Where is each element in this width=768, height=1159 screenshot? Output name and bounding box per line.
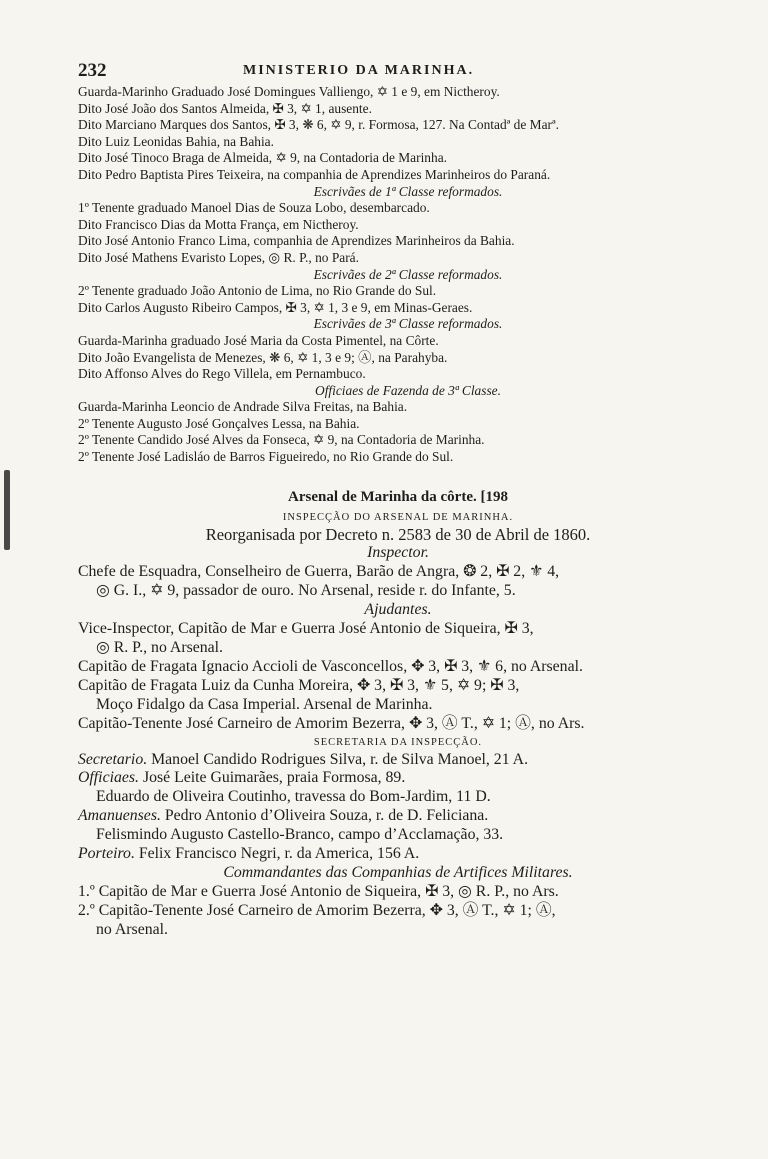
reformed-officers-section [78,84,718,466]
officer-entry: 2º Tenente Augusto José Gonçalves Lessa, na Bahia. [78,415,360,431]
secretaria-heading: SECRETARIA DA INSPECÇÃO. [313,736,483,748]
officer-entry: Dito José João dos Santos Almeida, ✠ 3, ✡ 1, ausente. [78,100,372,116]
scan-ink-mark [4,470,10,550]
commandante-entry: 2.º Capitão-Tenente José Carneiro de Amorim Bezerra, ✥ 3, Ⓐ T., ✡ 1; Ⓐ, [78,901,556,919]
officer-entry: Dito José Tinoco Braga de Almeida, ✡ 9, na Contadoria de Marinha. [78,150,447,166]
ajudante-entry: Capitão-Tenente José Carneiro de Amorim Bezerra, ✥ 3, Ⓐ T., ✡ 1; Ⓐ, no Ars. [78,714,585,732]
decree-line: Reorganisada por Decreto n. 2583 de 30 de Abril de 1860. [205,524,591,544]
running-title: MINISTERIO DA MARINHA. [243,63,475,78]
commandante-entry: 1.º Capitão de Mar e Guerra José Antonio de Siqueira, ✠ 3, ◎ R. P., no Ars. [78,882,559,900]
secretario-label: Secretario. [78,750,148,768]
officer-entry: Dito José Antonio Franco Lima, companhia de Aprendizes Marinheiros da Bahia. [78,233,515,249]
category-heading: Escrivães de 1ª Classe reformados. [313,183,503,199]
officer-entry: 1º Tenente graduado Manoel Dias de Souza Lobo, desembarcado. [78,200,430,216]
officer-entry: Guarda-Marinha graduado José Maria da Costa Pimentel, na Côrte. [78,332,439,348]
category-heading: Officiaes de Fazenda de 3ª Classe. [315,382,501,398]
officer-entry: Dito Carlos Augusto Ribeiro Campos, ✠ 3, ✡ 1, 3 e 9, em Minas-Geraes. [78,299,473,315]
book-page [78,60,718,940]
commandante-entry: no Arsenal. [96,920,168,938]
amanuenses-line [78,807,718,826]
officer-entry: Dito Affonso Alves do Rego Villela, em Pernambuco. [78,366,366,382]
porteiro-text: Felix Francisco Negri, r. da America, 156 A. [138,845,420,863]
ajudante-entry: ◎ R. P., no Arsenal. [96,639,223,656]
officiaes-label: Officiaes. [78,769,139,787]
officer-entry: Guarda-Marinho Graduado José Domingues Valliengo, ✡ 1 e 9, em Nictheroy. [78,84,500,99]
ajudante-entry: Vice-Inspector, Capitão de Mar e Guerra José Antonio de Siqueira, ✠ 3, [78,620,534,638]
ajudante-entry: Moço Fidalgo da Casa Imperial. Arsenal de Marinha. [96,695,433,713]
officer-entry: Dito Luiz Leonidas Bahia, na Bahia. [78,133,274,149]
officer-entry: Dito João Evangelista de Menezes, ❋ 6, ✡ 1, 3 e 9; Ⓐ, na Parahyba. [78,349,448,365]
ajudantes-list [78,620,718,733]
officer-entry: Dito José Mathens Evaristo Lopes, ◎ R. P., no Pará. [78,249,359,265]
officer-entry: 2º Tenente graduado João Antonio de Lima, no Rio Grande do Sul. [78,283,437,299]
officer-entry: 2º Tenente José Ladisláo de Barros Figueiredo, no Rio Grande do Sul. [78,449,454,465]
officer-entry: Dito Francisco Dias da Motta França, em Nictheroy. [78,216,359,232]
officer-entry: Dito Pedro Baptista Pires Teixeira, na companhia de Aprendizes Marinheiros do Paraná. [78,166,551,182]
inspector-line: ◎ G. I., ✡ 9, passador de ouro. No Arsenal, reside r. do Infante, 5. [96,582,516,600]
commandantes-heading: Commandantes das Companhias de Artifices Militares. [223,863,573,881]
category-heading: Escrivães de 3ª Classe reformados. [313,316,503,332]
amanuenses-label: Amanuenses. [78,807,161,825]
arsenal-title: Arsenal de Marinha da côrte. [198 [288,488,508,505]
secretario-text: Manoel Candido Rodrigues Silva, r. de Silva Manoel, 21 A. [151,750,529,768]
ajudantes-heading: Ajudantes. [364,601,432,619]
officer-entry: Dito Marciano Marques dos Santos, ✠ 3, ❋ 6, ✡ 9, r. Formosa, 127. Na Contadª de Marª. [78,117,560,133]
inspection-heading: INSPECÇÃO DO ARSENAL DE MARINHA. [282,511,514,523]
secretario-line [78,751,718,770]
commandantes-list [78,883,718,940]
porteiro-line [78,845,718,864]
arsenal-section [78,488,718,940]
page-header [78,60,718,84]
ajudante-entry: Capitão de Fragata Luiz da Cunha Moreira, ✥ 3, ✠ 3, ⚜ 5, ✡ 9; ✠ 3, [78,676,520,694]
officer-entry: 2º Tenente Candido José Alves da Fonseca, ✡ 9, na Contadoria de Marinha. [78,432,485,448]
officiaes-text: José Leite Guimarães, praia Formosa, 89. [142,769,406,787]
inspector-line: Chefe de Esquadra, Conselheiro de Guerra, Barão de Angra, ❂ 2, ✠ 2, ⚜ 4, [78,563,560,581]
officiaes-line [78,769,718,788]
porteiro-label: Porteiro. [78,845,135,863]
page-number: 232 [78,60,107,81]
amanuenses-text: Pedro Antonio d’Oliveira Souza, r. de D. Feliciana. [164,807,489,825]
officiaes-cont: Eduardo de Oliveira Coutinho, travessa do Bom-Jardim, 11 D. [96,788,491,806]
ajudante-entry: Capitão de Fragata Ignacio Accioli de Vasconcellos, ✥ 3, ✠ 3, ⚜ 6, no Arsenal. [78,657,583,675]
officer-entry: Guarda-Marinha Leoncio de Andrade Silva Freitas, na Bahia. [78,399,408,415]
category-heading: Escrivães de 2ª Classe reformados. [313,266,503,282]
inspector-heading: Inspector. [367,544,429,562]
amanuenses-cont: Felismindo Augusto Castello-Branco, campo d’Acclamação, 33. [96,826,504,844]
